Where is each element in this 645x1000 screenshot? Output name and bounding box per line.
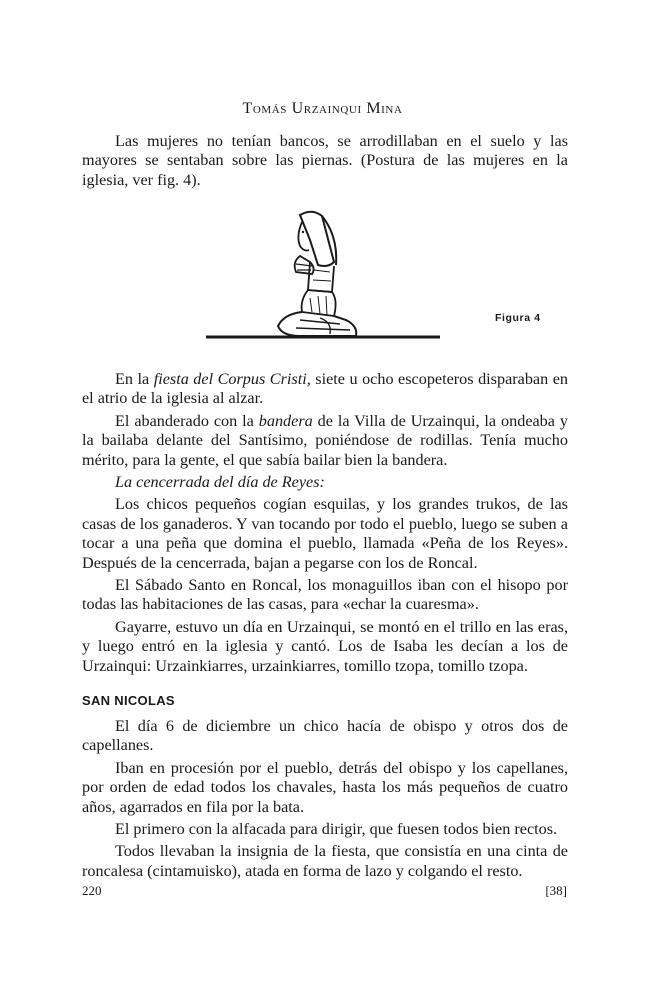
hands-shape	[295, 256, 314, 274]
legs-shape	[278, 312, 356, 336]
san-nicolas-block	[82, 717, 568, 884]
skirt-shape	[302, 290, 336, 316]
bandera-paragraph: El abanderado con la bandera de la Villa de Urzainqui, la ondeaba y la bailaba delante del Santísimo, poniéndose de rodillas. Tenía mucho mérito, para la gente, el que sabía bailar bien la bandera.	[82, 411, 568, 469]
figure-caption: Figura 4	[495, 312, 541, 324]
running-head: Tomás Urzainqui Mina	[242, 100, 403, 117]
page-number: 220	[82, 883, 102, 898]
corpus-paragraph: En la fiesta del Corpus Cristi, siete u ocho escopeteros disparaban en el atrio de la iglesia al alzar.	[82, 370, 568, 408]
corpus-emphasis: fiesta del Corpus Cristi,	[153, 370, 311, 388]
body-block	[82, 370, 568, 679]
torso-shape	[308, 262, 334, 292]
bandera-emphasis: bandera	[258, 411, 313, 430]
reyes-subheading: La cencerrada del día de Reyes:	[115, 473, 325, 492]
gayarre-paragraph: Gayarre, estuvo un día en Urzainqui, se montó en el trillo en las eras, y luego entró en la iglesia y cantó. Los de Isaba les decían a los de Urzainqui: Urzainkiarres, urzainkiarres, tomillo tzopa, tomillo tzopa.	[82, 617, 568, 675]
veil-shape	[300, 212, 334, 266]
intro-paragraph: Las mujeres no tenían bancos, se arrodillaban en el suelo y las mayores se sentaban sobre las piernas. (Postura de las mujeres en la iglesia, ver fig. 4).	[82, 132, 568, 189]
alfacada-paragraph: El primero con la alfacada para dirigir, que fuesen todos bien rectos.	[115, 820, 558, 839]
sequence-number: [38]	[545, 883, 567, 898]
intro-block	[82, 132, 568, 193]
cencerrada-paragraph: Los chicos pequeños cogían esquilas, y los grandes trukos, de las casas de los ganaderos. Y van tocando por todo el pueblo, luego se suben a tocar a una peña que domina el pueblo, llamada «Peña de los Reyes». Después de la cencerrada, bajan a pegarse con los de Roncal.	[82, 495, 568, 572]
face-shape	[298, 222, 309, 251]
procesion-paragraph: Iban en procesión por el pueblo, detrás del obispo y los capellanes, por orden de edad todos los chavales, hasta los más pequeños de cuatro años, agarrados en fila por la bata.	[82, 758, 568, 816]
sabado-santo-paragraph: El Sábado Santo en Roncal, los monaguillos iban con el hisopo por todas las habitaciones de las casas, para «echar la cuaresma».	[82, 576, 568, 614]
insignia-paragraph: Todos llevaban la insignia de la fiesta, que consistía en una cinta de roncalesa (cintamuisko), atada en forma de lazo y colgando el resto.	[82, 842, 568, 880]
obispo-paragraph: El día 6 de diciembre un chico hacía de obispo y otros dos de capellanes.	[82, 717, 568, 755]
section-title: SAN NICOLAS	[82, 693, 175, 708]
